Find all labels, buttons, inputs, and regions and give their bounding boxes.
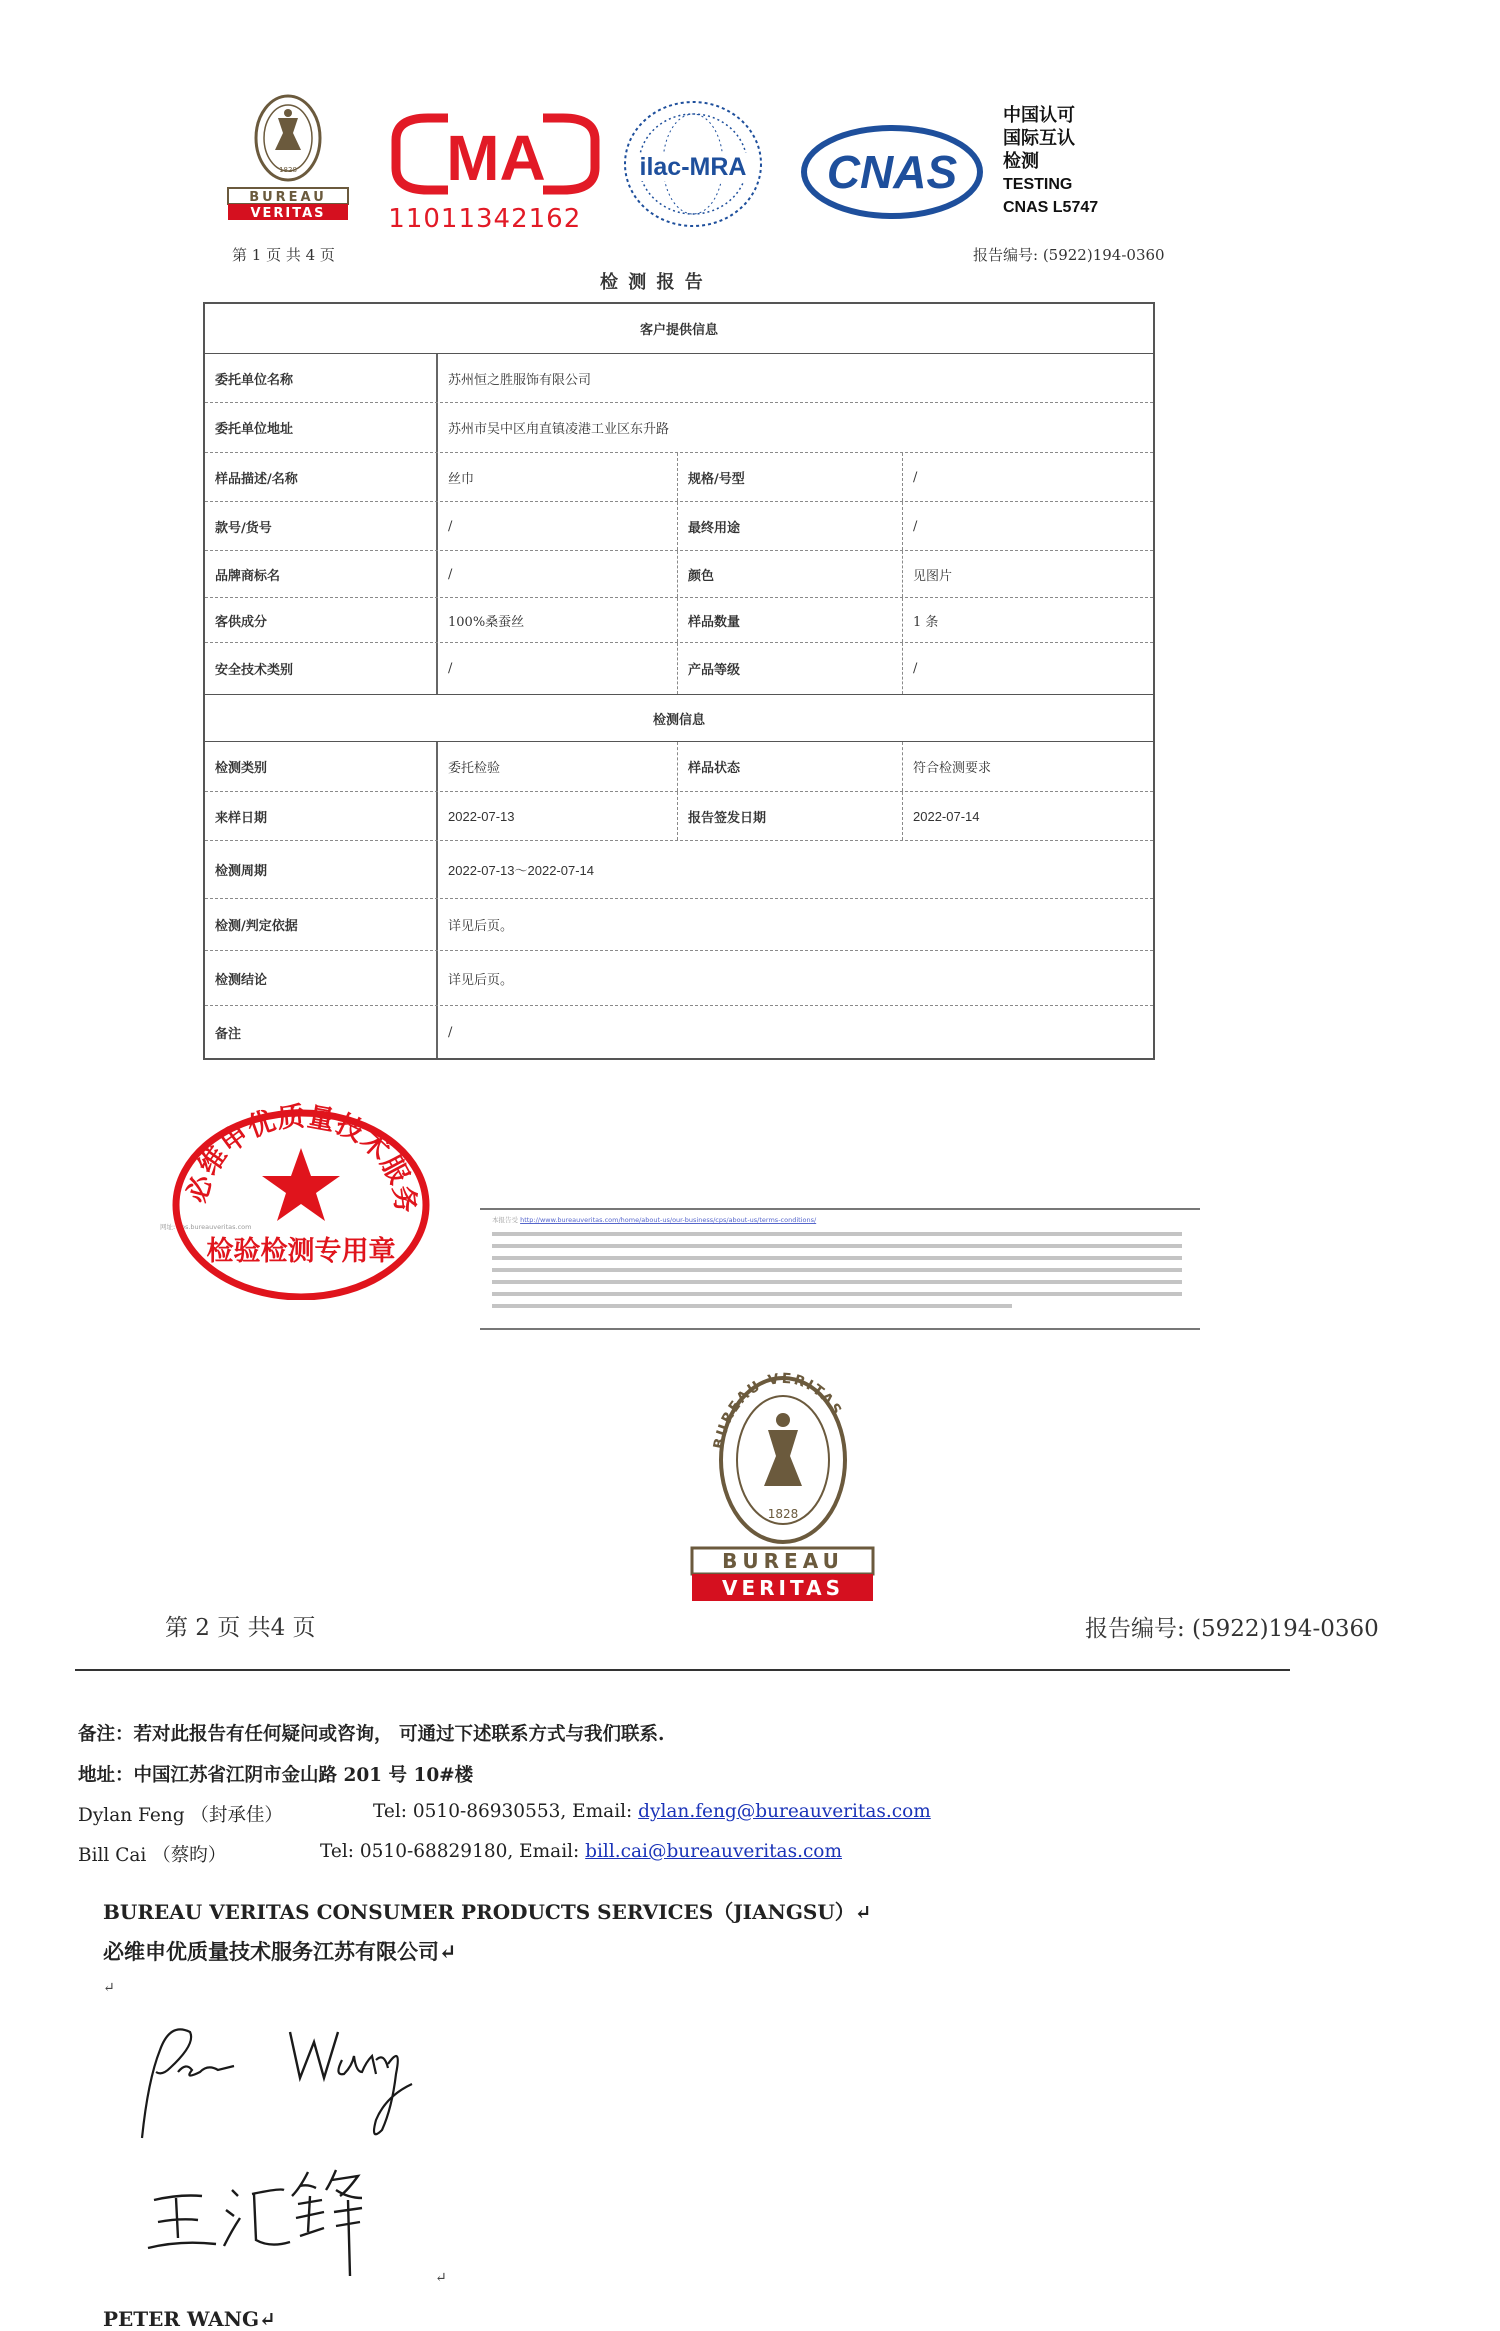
bv-text-bottom: VERITAS <box>250 206 326 221</box>
row-label-2: 样品状态 <box>678 742 903 791</box>
table-row <box>205 643 1153 695</box>
bv-text-top: BUREAU <box>249 190 327 205</box>
cnas-side-line: TESTING <box>1003 176 1073 193</box>
page2-bureau-veritas-logo <box>690 1368 875 1603</box>
cma-mark-icon <box>388 110 603 240</box>
row-label: 检测/判定依据 <box>205 899 438 950</box>
cnas-side-line: 中国认可 <box>1003 105 1075 125</box>
cnas-logo <box>800 122 985 222</box>
contact-tel: Tel: 0510-86930553, Email: <box>373 1801 639 1822</box>
bureau-veritas-emblem-icon <box>223 88 353 228</box>
signature-en-icon <box>130 2010 420 2150</box>
svg-text:MA: MA <box>446 122 546 194</box>
seal-center-text: 检验检测专用章 <box>206 1236 396 1267</box>
section-header-row <box>205 304 1153 354</box>
contact-row <box>78 1801 283 1827</box>
seal-ring-text: 必维申优质量技术服务 <box>181 1101 421 1216</box>
table-row <box>205 792 1153 841</box>
row-label: 款号/货号 <box>205 502 438 550</box>
row-value-2: / <box>913 469 918 485</box>
fine-print-lines-icon <box>492 1230 1192 1322</box>
contact-row <box>373 1801 931 1822</box>
row-value-2: / <box>913 518 918 534</box>
cnas-mark-icon <box>800 122 985 222</box>
seal-star-icon <box>168 1100 433 1300</box>
row-label: 客供成分 <box>205 598 438 642</box>
row-value: 详见后页。 <box>448 972 514 988</box>
contact-tel: Tel: 0510-68829180, Email: <box>320 1841 586 1862</box>
contact-row <box>320 1841 842 1862</box>
row-value: 委托检验 <box>438 742 678 791</box>
row-label-2: 报告签发日期 <box>678 792 903 840</box>
table-row <box>205 598 1153 643</box>
section-header-row <box>205 695 1153 742</box>
contact-email-link[interactable]: bill.cai@bureauveritas.com <box>585 1841 842 1862</box>
signature-cn-icon <box>140 2160 370 2280</box>
row-value: 2022-07-13 <box>438 792 678 840</box>
table-row <box>205 551 1153 598</box>
table-row <box>205 841 1153 899</box>
bureau-veritas-logo <box>223 88 353 228</box>
row-label: 委托单位地址 <box>205 403 438 452</box>
row-value: 丝巾 <box>438 453 678 501</box>
terms-link[interactable]: http://www.bureauveritas.com/home/about-us/our-business/cps/about-us/terms-conditions/ <box>520 1216 817 1224</box>
table-row <box>205 899 1153 951</box>
customer-section-title: 客户提供信息 <box>639 323 718 338</box>
ilac-text: ilac-MRA <box>639 153 747 181</box>
page2-bv-year: 1828 <box>767 1507 799 1521</box>
row-label: 安全技术类别 <box>205 643 438 694</box>
signature-chinese <box>140 2160 370 2280</box>
table-row <box>205 742 1153 792</box>
return-mark: ↵ <box>103 1980 115 1996</box>
page2-divider <box>75 1669 1290 1671</box>
page2-report-number: 报告编号: (5922)194-0360 <box>1085 1616 1379 1642</box>
table-row <box>205 1006 1153 1058</box>
row-value-2: 见图片 <box>913 568 953 584</box>
bv-year: 1828 <box>279 166 297 174</box>
cma-number: 211011342162 <box>388 204 582 234</box>
signer-name: PETER WANG↵ <box>103 2307 276 2331</box>
row-value: / <box>438 643 678 694</box>
row-label: 检测类别 <box>205 742 438 791</box>
row-label: 来样日期 <box>205 792 438 840</box>
official-seal <box>168 1100 433 1300</box>
row-label: 备注 <box>205 1006 438 1058</box>
row-value: 苏州恒之胜服饰有限公司 <box>448 372 592 388</box>
row-value-2: 1 条 <box>913 614 939 630</box>
page2-bv-emblem-icon <box>690 1368 875 1603</box>
cnas-side-line: CNAS L5747 <box>1003 199 1099 216</box>
fine-print-label: 本报告受 <box>492 1216 518 1224</box>
row-value: 详见后页。 <box>448 919 514 934</box>
return-mark: ↵ <box>435 2270 447 2286</box>
row-value: 100%桑蚕丝 <box>438 598 678 642</box>
table-row <box>205 502 1153 551</box>
report-title: 检 测 报 告 <box>600 272 705 293</box>
table-row <box>205 951 1153 1006</box>
row-label: 品牌商标名 <box>205 551 438 597</box>
table-row <box>205 403 1153 453</box>
row-value-2: 2022-07-14 <box>913 808 980 824</box>
contact-name: Bill Cai （蔡昀） <box>78 1845 227 1866</box>
row-value: / <box>438 502 678 550</box>
cma-logo <box>388 110 603 240</box>
cnas-text: CNAS <box>826 146 958 198</box>
contact-note: 备注：若对此报告有任何疑问或咨询， 可通过下述联系方式与我们联系. <box>78 1724 665 1745</box>
row-value: 苏州市吴中区甪直镇凌港工业区东升路 <box>448 422 670 437</box>
report-table <box>203 302 1155 1060</box>
row-label-2: 最终用途 <box>678 502 903 550</box>
ilac-globe-icon <box>618 98 768 230</box>
page2-bv-ring-text: BUREAU VERITAS <box>710 1370 846 1451</box>
page1-indicator: 第 1 页 共 4 页 <box>232 246 335 264</box>
row-label-2: 产品等级 <box>678 643 903 694</box>
cnas-side-line: 国际互认 <box>1003 128 1075 148</box>
row-value: / <box>448 1024 453 1040</box>
contact-address: 地址：中国江苏省江阴市金山路 201 号 10#楼 <box>78 1765 474 1786</box>
seal-fine-print: 网址: cps.bureauveritas.com <box>160 1223 252 1231</box>
page1-report-number: 报告编号: (5922)194-0360 <box>973 246 1165 264</box>
row-label: 检测周期 <box>205 841 438 898</box>
signature-english <box>130 2010 420 2150</box>
row-label: 检测结论 <box>205 951 438 1005</box>
company-name-cn: 必维申优质量技术服务江苏有限公司↵ <box>103 1939 457 1964</box>
row-label: 样品描述/名称 <box>205 453 438 501</box>
contact-row <box>78 1841 226 1867</box>
row-label: 委托单位名称 <box>205 354 438 402</box>
contact-email-link[interactable]: dylan.feng@bureauveritas.com <box>638 1801 931 1822</box>
table-row <box>205 354 1153 403</box>
cnas-side-text <box>1003 104 1143 219</box>
test-section-title: 检测信息 <box>652 712 705 728</box>
cnas-side-line: 检测 <box>1003 151 1039 171</box>
row-label-2: 颜色 <box>678 551 903 597</box>
company-name-en: BUREAU VERITAS CONSUMER PRODUCTS SERVICES（JIANGSU）↵ <box>103 1900 872 1924</box>
table-row <box>205 453 1153 502</box>
row-value: / <box>438 551 678 597</box>
row-value: 2022-07-13～2022-07-14 <box>448 863 594 878</box>
page2-bv-text-top: BUREAU <box>722 1549 844 1573</box>
contact-name: Dylan Feng （封承佳） <box>78 1805 283 1826</box>
page2-indicator: 第 2 页 共4 页 <box>165 1615 316 1641</box>
terms-fine-print <box>480 1208 1200 1330</box>
ilac-mra-logo <box>618 98 768 230</box>
row-label-2: 样品数量 <box>678 598 903 642</box>
row-value-2: 符合检测要求 <box>913 761 992 776</box>
row-value-2: / <box>913 661 918 676</box>
row-label-2: 规格/号型 <box>678 453 903 501</box>
page2-bv-text-bottom: VERITAS <box>722 1576 844 1600</box>
